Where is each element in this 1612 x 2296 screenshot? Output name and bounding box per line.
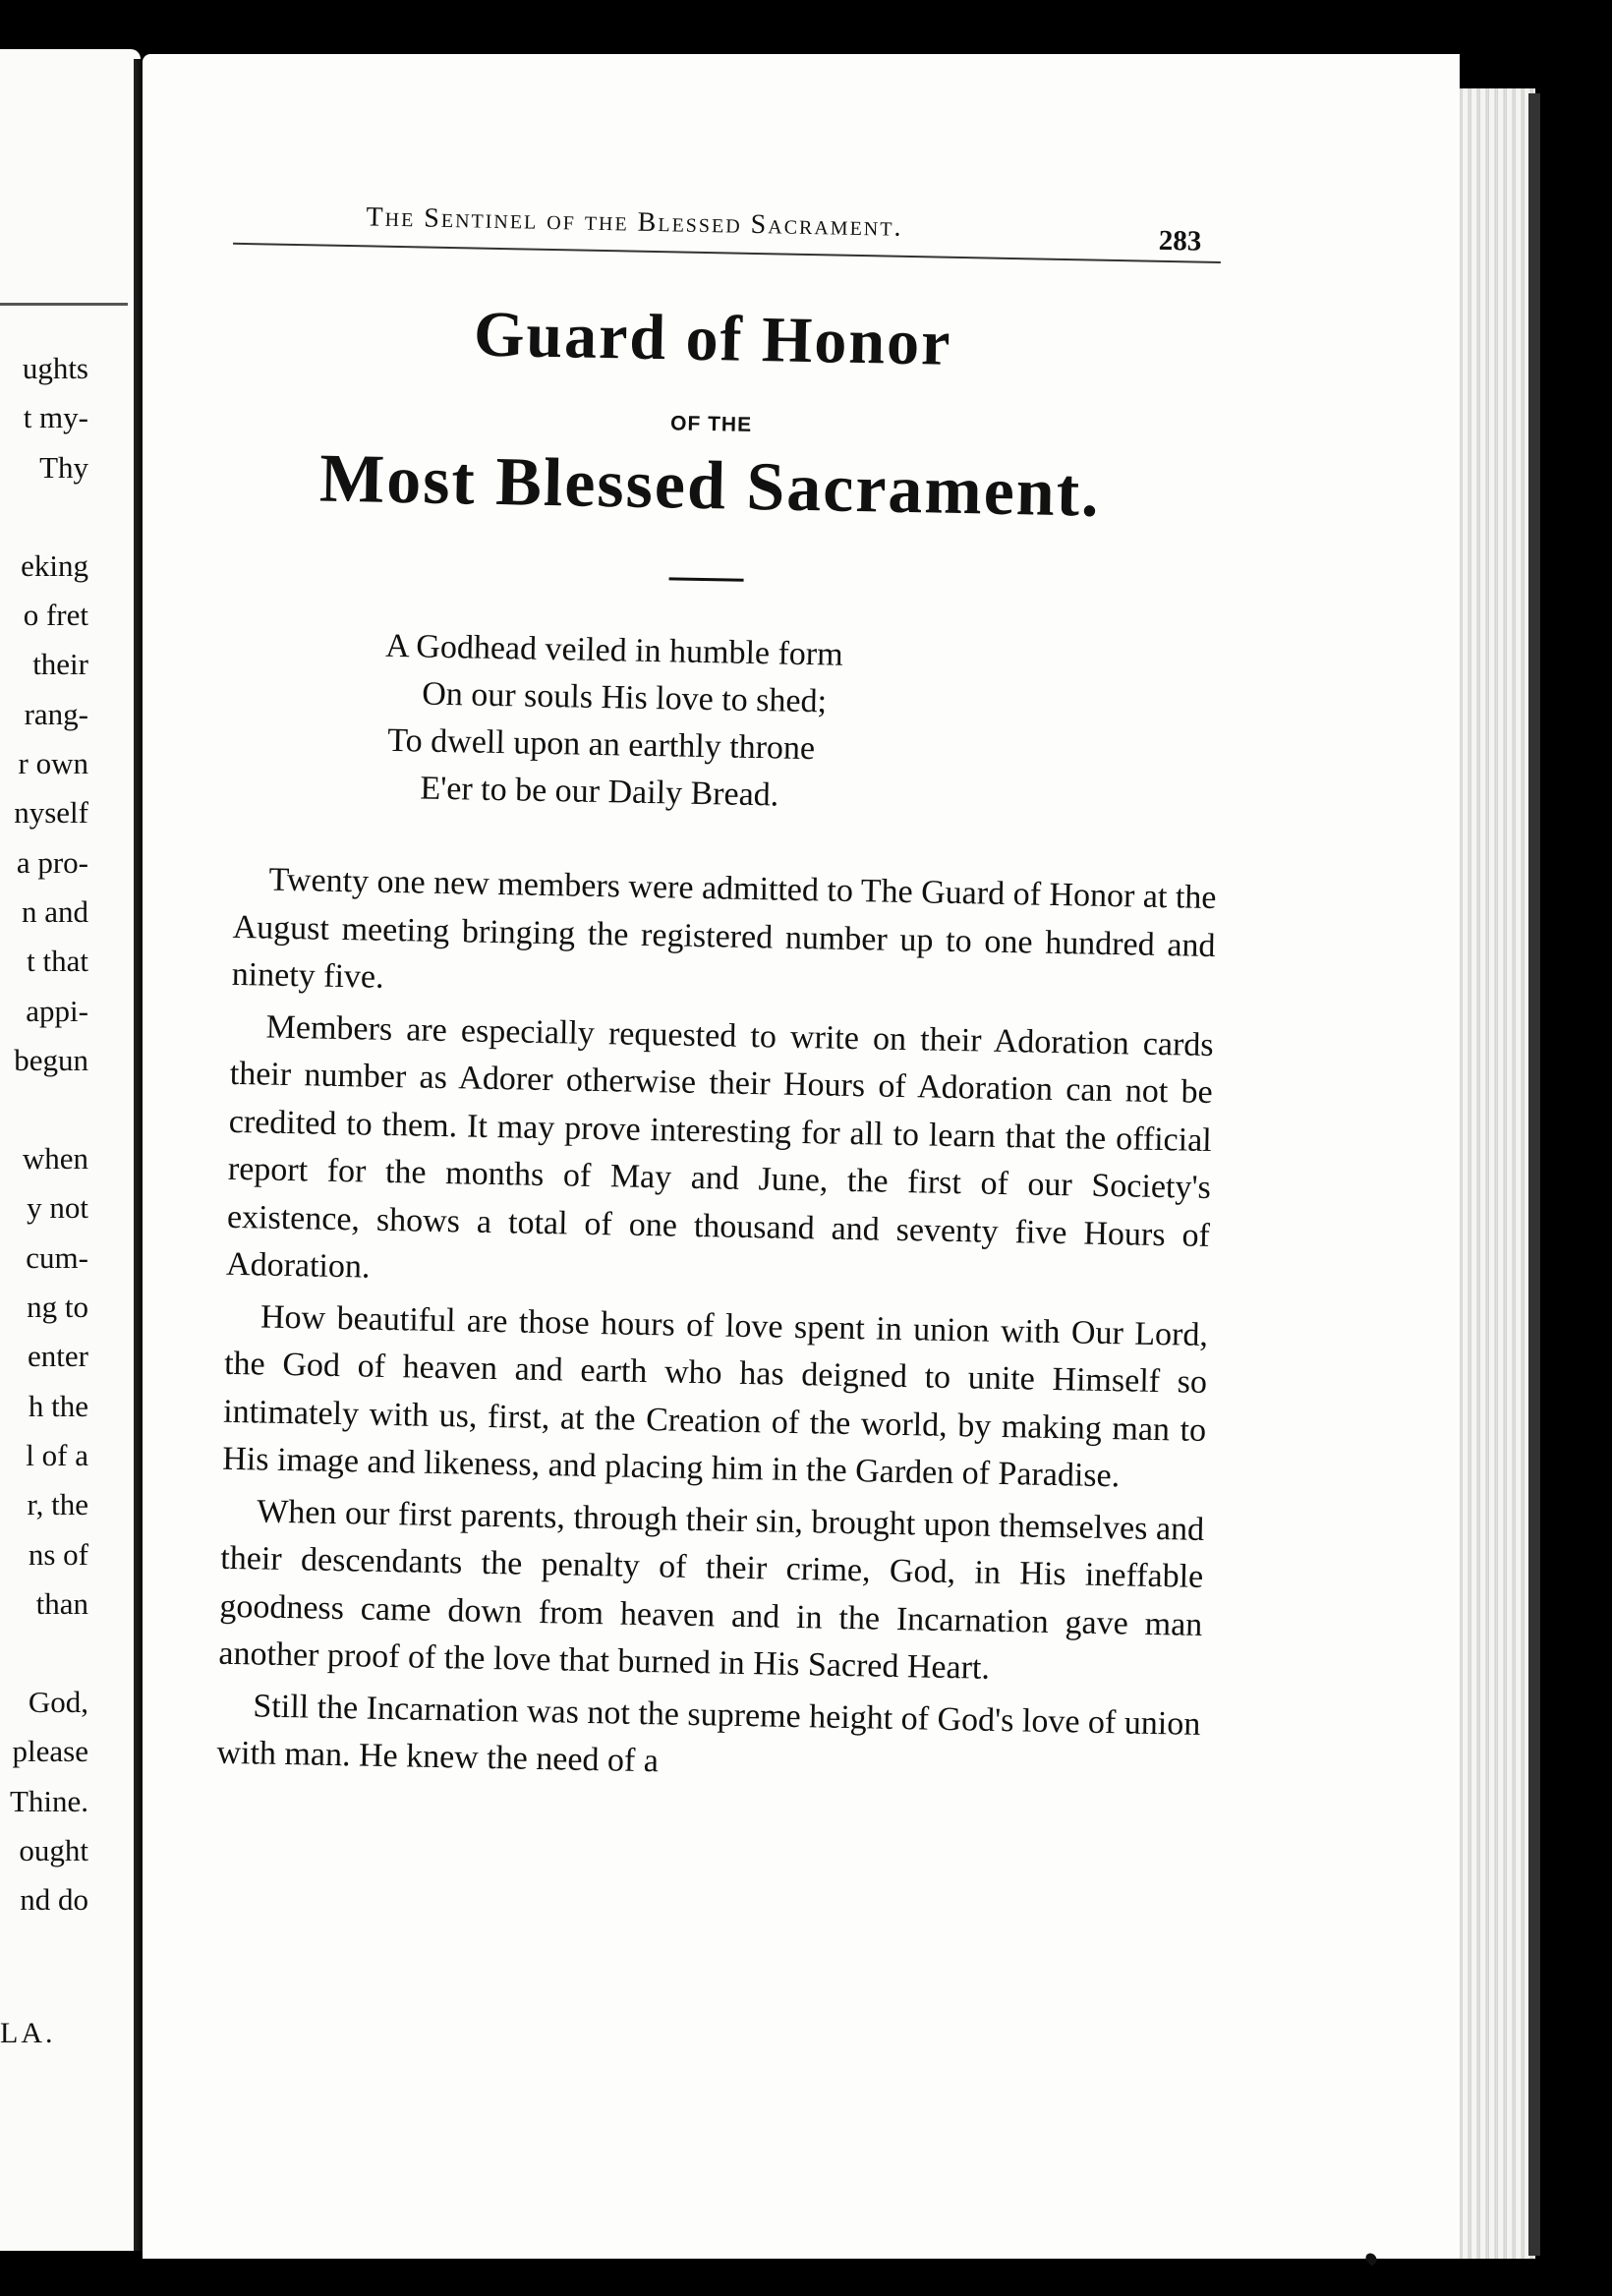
page-number: 283 [1158,224,1202,258]
left-line: nyself [14,795,88,831]
left-line: begun [14,1042,88,1077]
poem [382,623,996,824]
poem-line: A Godhead veiled in humble form [384,627,843,673]
left-gap [0,1085,88,1134]
title-connector: OF THE [669,412,753,436]
title-line-1: Guard of Honor [473,298,953,379]
paragraph: Members are especially requested to write on their Adoration cards their number as Adorer otherwise their Hours of Adoration can not be credited to them. It may prove interesting for all to learn that the official report for the months of May and June, the first of our Society's existence, shows a total of one thousand and seventy five Hours of Adoration. [225,1008,1214,1286]
left-line: enter [28,1339,88,1374]
left-line: h the [28,1388,88,1423]
poem-line: E'er to be our Daily Bread. [420,770,779,814]
left-line: Thine. [9,1783,88,1818]
running-title: The Sentinel of the Blessed Sacrament. [366,201,903,243]
left-line: t my- [23,400,88,435]
left-line: ughts [22,351,88,385]
left-page [0,49,141,2251]
left-line: nd do [20,1882,88,1918]
left-line: r, the [27,1487,88,1522]
header-rule [233,243,1221,263]
book-edge-shadow [1528,93,1540,2256]
paragraph: When our first parents, through their sin, brought upon themselves and their descendants the penalty of their crime, God, in His ineffable goodness came down from heaven and in the Incarnation gave man another proof of the love that burned in His Sacred Heart. [218,1492,1205,1687]
left-line: t that [27,944,88,979]
left-line: cum- [26,1239,88,1275]
left-line: ought [19,1833,88,1868]
left-line: y not [27,1190,88,1226]
left-line: o fret [23,598,88,633]
poem-line: On our souls His love to shed; [421,675,828,720]
left-page-rule [0,303,128,306]
left-line: please [12,1734,88,1769]
left-page-text [0,344,88,1925]
left-page-signature: LA. [0,2017,56,2049]
left-line: r own [18,746,88,781]
paragraph: Twenty one new members were admitted to The Guard of Honor at the August meeting bringing the registered number up to one hundred and ninety five. [231,861,1217,996]
body-text [216,856,1217,1801]
left-line: Thy [39,449,88,485]
left-line: their [32,647,88,682]
left-line: ns of [28,1536,88,1572]
left-line: ng to [27,1290,88,1325]
left-line: l of a [26,1437,88,1472]
left-gap [0,492,88,542]
paragraph: Still the Incarnation was not the supreme height of God's love of union with man. He knew the need of a [216,1687,1201,1780]
left-line: God, [28,1685,88,1720]
left-line: than [35,1585,88,1621]
page-content [154,187,1241,2074]
poem-line: To dwell upon an earthly throne [387,721,816,768]
left-line: eking [21,547,88,583]
left-line: appi- [26,993,88,1028]
left-line: when [22,1141,88,1177]
left-gap [0,1629,88,1678]
left-line: n and [21,893,88,929]
paragraph: How beautiful are those hours of love spent in union with Our Lord, the God of heaven and earth who has deigned to unite Himself so intimately with us, first, at the Creation of the world, by making man to His image and likeness, and placing him in the Garden of Paradise. [221,1297,1209,1495]
title-line-2: Most Blessed Sacrament. [318,440,1102,532]
section-divider [669,577,744,581]
left-line: rang- [24,696,88,731]
left-line: a pro- [16,844,88,880]
